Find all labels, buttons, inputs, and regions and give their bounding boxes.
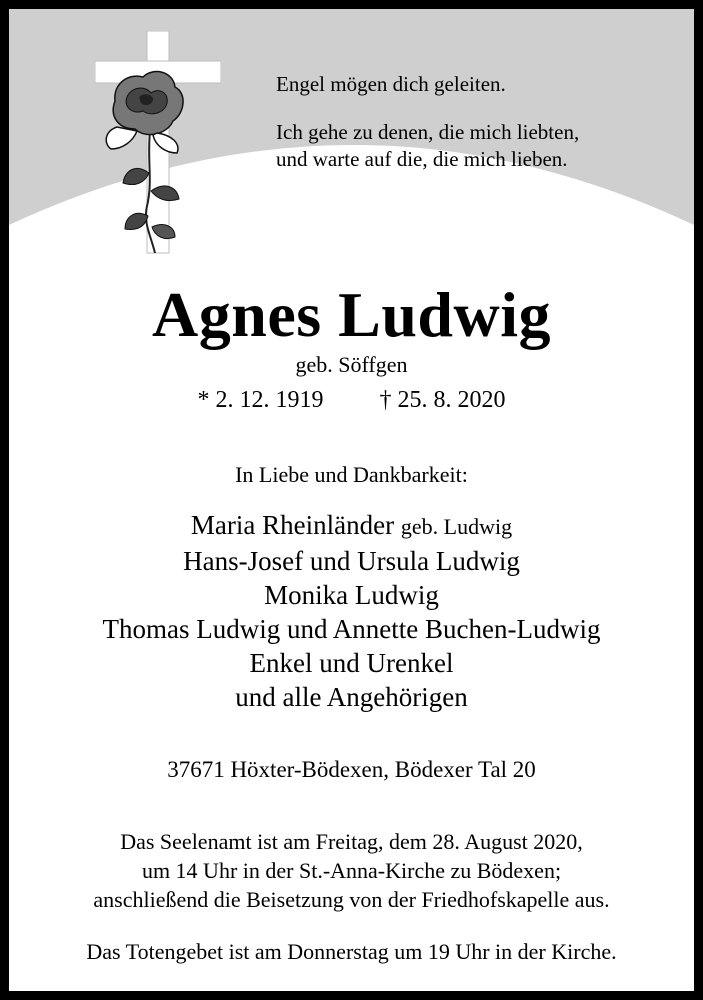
service-line: um 14 Uhr in der St.-Anna-Kirche zu Bödexen;: [141, 858, 562, 883]
family-member: und alle Angehörigen: [235, 682, 468, 712]
service-line: anschließend die Beisetzung von der Friedhofskapelle aus.: [93, 887, 610, 912]
deceased-name: Agnes Ludwig: [152, 279, 551, 350]
family-member: Hans-Josef und Ursula Ludwig: [183, 546, 520, 576]
family-member-suffix: geb. Ludwig: [400, 514, 513, 539]
verse-line: Engel mögen dich geleiten.: [276, 72, 506, 96]
rose-icon: [106, 72, 183, 253]
life-dates: [9, 385, 694, 415]
prayer-info: Das Totengebet ist am Donnerstag um 19 Uhr in der Kirche.: [86, 939, 617, 964]
family-member: Monika Ludwig: [264, 580, 439, 610]
verse-line: Ich gehe zu denen, die mich liebten,: [276, 120, 580, 144]
family-list: [9, 508, 694, 714]
verse: [276, 71, 579, 173]
family-member: Thomas Ludwig und Annette Buchen-Ludwig: [102, 614, 601, 644]
family-member: Enkel und Urenkel: [249, 648, 454, 678]
death-date: † 25. 8. 2020: [379, 387, 506, 413]
cross-with-rose-icon: [95, 31, 221, 261]
birth-date: * 2. 12. 1919: [197, 387, 324, 413]
maiden-name: geb. Söffgen: [295, 352, 408, 377]
address: 37671 Höxter-Bödexen, Bödexer Tal 20: [167, 757, 536, 782]
service-line: Das Seelenamt ist am Freitag, dem 28. August 2020,: [120, 829, 583, 854]
family-member: [9, 508, 694, 544]
family-member-name: Maria Rheinländer: [190, 510, 395, 540]
thanks-heading: In Liebe und Dankbarkeit:: [235, 462, 468, 487]
service-info: [9, 827, 694, 914]
verse-line: und warte auf die, die mich lieben.: [276, 147, 568, 171]
